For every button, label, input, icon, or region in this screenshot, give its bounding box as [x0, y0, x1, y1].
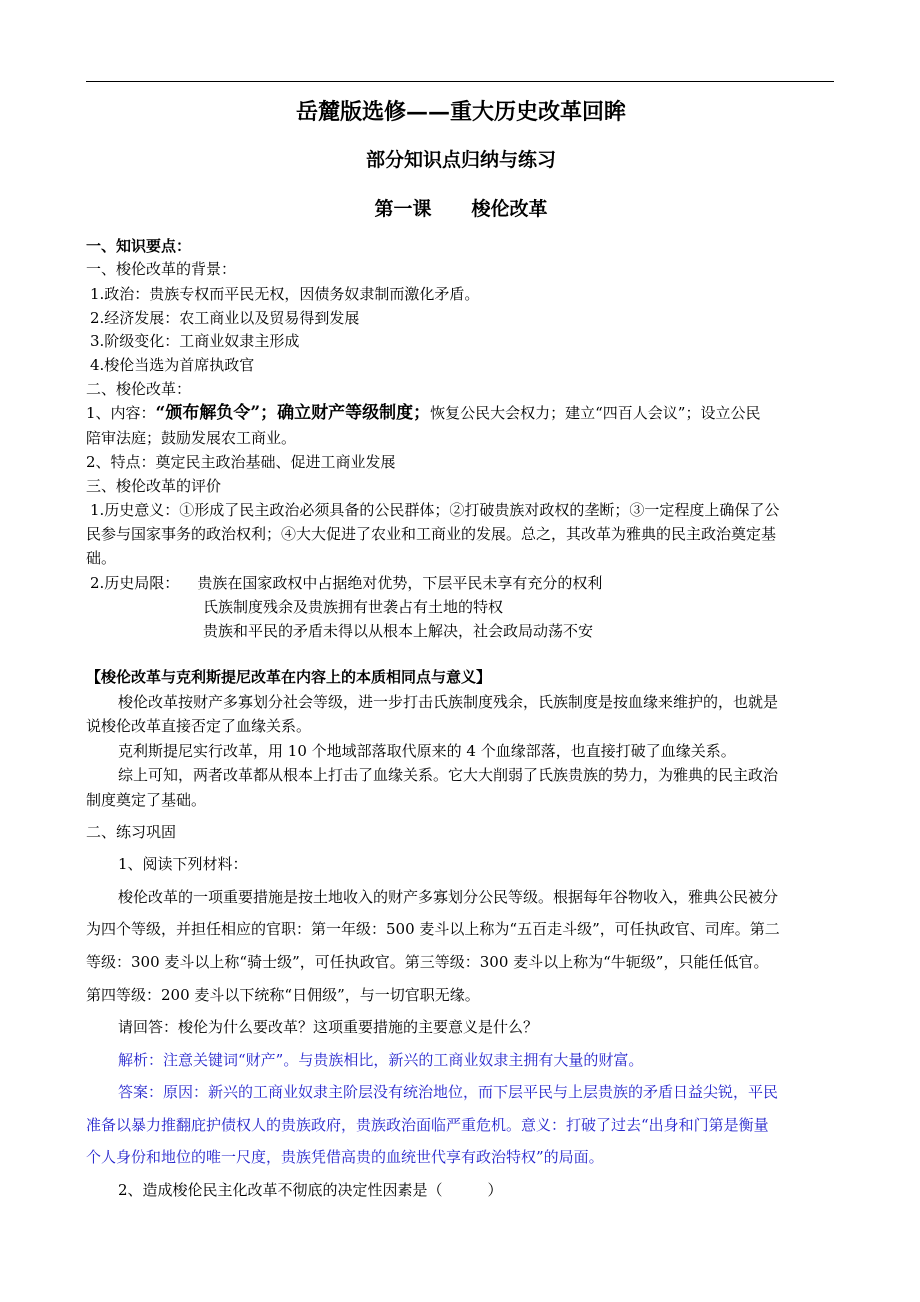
comparison-paragraph: 综上可知，两者改革都从根本上打击了血缘关系。它大大削弱了氏族贵族的势力，为雅典的民主政治	[118, 766, 779, 784]
material-line: 等级：300 麦斗以上称“骑士级”，可任执政官。第三等级：300 麦斗以上称为“牛轭级”，只能任低官。	[86, 953, 769, 971]
comparison-paragraph: 制度奠定了基础。	[86, 791, 207, 809]
background-item: 2.经济发展：农工商业以及贸易得到发展	[90, 309, 360, 327]
limit-item: 氏族制度残余及贵族拥有世袭占有土地的特权	[203, 598, 504, 616]
question-1-label: 1、阅读下列材料：	[118, 855, 248, 873]
comparison-paragraph: 说梭伦改革直接否定了血缘关系。	[86, 717, 312, 735]
document-subtitle: 部分知识点归纳与练习	[365, 149, 556, 171]
analysis-text: 解析：注意关键词“财产”。与贵族相比，新兴的工商业奴隶主拥有大量的财富。	[118, 1051, 644, 1069]
background-item: 1.政治：贵族专权而平民无权，因债务奴隶制而激化矛盾。	[90, 285, 480, 303]
comparison-paragraph: 梭伦改革按财产多寡划分社会等级，进一步打击氏族制度残余，氏族制度是按血缘来维护的，也就是	[118, 693, 779, 711]
limits-line	[90, 572, 840, 594]
evaluation-heading: 三、梭伦改革的评价	[86, 477, 222, 495]
lesson-heading	[86, 195, 836, 223]
knowledge-heading: 一、知识要点：	[86, 237, 192, 255]
reform-heading: 二、梭伦改革：	[86, 380, 192, 398]
material-line: 第四等级：200 麦斗以下统称“日佣级”，与一切官职无缘。	[86, 986, 480, 1004]
lesson-label: 第一课	[374, 198, 432, 220]
significance-line: 础。	[86, 549, 117, 567]
limit-item: 贵族在国家政权中占据绝对优势，下层平民未享有充分的权利	[197, 574, 603, 592]
question-2: 2、造成梭伦民主化改革不彻底的决定性因素是（ ）	[118, 1181, 503, 1199]
question-prompt: 请回答：梭伦为什么要改革？这项重要措施的主要意义是什么？	[118, 1018, 539, 1036]
comparison-heading: 【梭伦改革与克利斯提尼改革在内容上的本质相同点与意义】	[86, 668, 492, 686]
document-title: 岳麓版选修——重大历史改革回眸	[295, 99, 626, 125]
material-line: 为四个等级，并担任相应的官职：第一年级：500 麦斗以上称为“五百走斗级”，可任执政官、司库。第二	[86, 920, 780, 938]
material-line: 梭伦改革的一项重要措施是按土地收入的财产多寡划分公民等级。根据每年谷物收入，雅典公民被分	[118, 888, 779, 906]
top-rule	[86, 81, 834, 82]
content-rest: 恢复公民大会权力；建立“四百人会议”；设立公民	[430, 404, 761, 422]
content-bold: “颁布解负令”；确立财产等级制度；	[155, 403, 431, 423]
answer-text: 准备以暴力推翻庇护债权人的贵族政府，贵族政治面临严重危机。意义：打破了过去“出身和门第是衡量	[86, 1116, 769, 1134]
comparison-paragraph: 克利斯提尼实行改革，用 10 个地域部落取代原来的 4 个血缘部落，也直接打破了血缘关系。	[118, 742, 736, 760]
significance-line: 1.历史意义：①形成了民主政治必须具备的公民群体；②打破贵族对政权的垄断；③一定程度上确保了公	[90, 501, 780, 519]
background-heading: 一、梭伦改革的背景：	[86, 260, 237, 278]
answer-text: 答案：原因：新兴的工商业奴隶主阶层没有统治地位，而下层平民与上层贵族的矛盾日益尖锐，平民	[118, 1083, 779, 1101]
limit-item: 贵族和平民的矛盾未得以从根本上解决，社会政局动荡不安	[203, 622, 594, 640]
content-prefix: 1、内容：	[86, 404, 156, 422]
background-item: 3.阶级变化：工商业奴隶主形成	[90, 332, 300, 350]
limits-label: 2.历史局限：	[90, 574, 180, 592]
reform-content-line-2: 陪审法庭；鼓励发展农工商业。	[86, 429, 297, 447]
lesson-name: 梭伦改革	[471, 198, 548, 220]
answer-text: 个人身份和地位的唯一尺度，贵族凭借高贵的血统世代享有政治特权”的局面。	[86, 1148, 604, 1166]
reform-feature: 2、特点：奠定民主政治基础、促进工商业发展	[86, 453, 396, 471]
significance-line: 民参与国家事务的政治权利；④大大促进了农业和工商业的发展。总之，其改革为雅典的民主政治奠定基	[86, 525, 777, 543]
practice-heading: 二、练习巩固	[86, 823, 177, 841]
reform-content-line	[86, 402, 836, 424]
background-item: 4.梭伦当选为首席执政官	[90, 356, 255, 374]
